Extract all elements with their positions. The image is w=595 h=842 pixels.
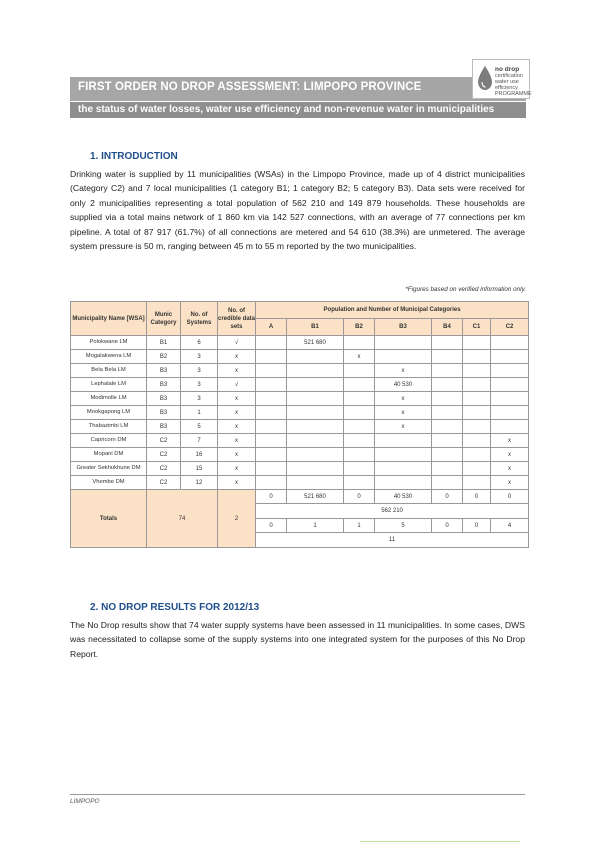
cell-b1 [287,462,344,476]
header-col-b1: B1 [287,319,344,336]
cell-b3 [375,448,432,462]
table-row [71,406,529,420]
cell-systems: 5 [181,420,218,434]
cell-b3: x [375,420,432,434]
logo-text: no drop certification water use efficiency PROGRAMME [495,66,532,97]
cell-a [256,462,287,476]
cell-b4 [432,336,463,350]
cell-systems: 3 [181,364,218,378]
cell-b4 [432,462,463,476]
cell-b1 [287,476,344,490]
cell-b1 [287,448,344,462]
cell-c1 [463,392,491,406]
cell-b3: x [375,364,432,378]
cell-b1 [287,378,344,392]
cell-b4 [432,448,463,462]
cell-credible: √ [218,336,256,350]
cell-b4 [432,476,463,490]
totals-population: 562 210 [256,504,529,519]
cell-a [256,350,287,364]
cell-municipality: Capricorn DM [71,434,147,448]
totals-count-b4: 0 [432,519,463,533]
cell-b4 [432,406,463,420]
totals-count-c1: 0 [463,519,491,533]
cell-b1 [287,406,344,420]
cell-systems: 3 [181,392,218,406]
cell-a [256,476,287,490]
cell-credible: x [218,448,256,462]
cell-municipality: Bela Bela LM [71,364,147,378]
header-category: Munic Category [147,302,181,336]
header-col-a: A [256,319,287,336]
cell-credible: x [218,364,256,378]
cell-municipality: Thabazimbi LM [71,420,147,434]
cell-c1 [463,378,491,392]
cell-systems: 1 [181,406,218,420]
totals-count-c2: 4 [491,519,529,533]
cell-credible: x [218,420,256,434]
cell-b4 [432,434,463,448]
header-population-group: Population and Number of Municipal Categories [256,302,529,319]
totals-pop-b4: 0 [432,490,463,504]
cell-category: B3 [147,392,181,406]
cell-category: C2 [147,476,181,490]
cell-credible: √ [218,378,256,392]
cell-b1 [287,392,344,406]
totals-systems: 74 [147,490,218,548]
cell-b1 [287,420,344,434]
cell-b4 [432,364,463,378]
cell-b3: 40 530 [375,378,432,392]
totals-credible: 2 [218,490,256,548]
cell-a [256,420,287,434]
cell-c1 [463,476,491,490]
cell-a [256,448,287,462]
cell-b2 [344,434,375,448]
table-row [71,448,529,462]
table-row [71,350,529,364]
cell-category: C2 [147,448,181,462]
footer-divider [70,794,525,795]
cell-b4 [432,420,463,434]
table-row [71,378,529,392]
cell-a [256,406,287,420]
cell-b2 [344,378,375,392]
cell-credible: x [218,350,256,364]
cell-c2 [491,392,529,406]
totals-label: Totals [71,490,147,548]
totals-count-a: 0 [256,519,287,533]
cell-systems: 3 [181,378,218,392]
table-row [71,476,529,490]
totals-count-b1: 1 [287,519,344,533]
cell-b2 [344,462,375,476]
results-paragraph: The No Drop results show that 74 water supply systems have been assessed in 11 municipalities. In some cases, DWS was necessitated to collapse some of the supply systems into one integrated system for the purposes of this No Drop Report. [70,620,525,659]
cell-municipality: Mopani DM [71,448,147,462]
cell-category: B2 [147,350,181,364]
cell-b1: 521 680 [287,336,344,350]
cell-municipality: Lephalale LM [71,378,147,392]
municipality-table [70,301,529,548]
header-col-b2: B2 [344,319,375,336]
cell-c1 [463,462,491,476]
cell-municipality: Mookgapong LM [71,406,147,420]
table-row [71,434,529,448]
cell-b3 [375,476,432,490]
cell-category: C2 [147,462,181,476]
cell-b1 [287,350,344,364]
cell-c2 [491,364,529,378]
cell-b3 [375,350,432,364]
cell-b4 [432,350,463,364]
footer-label: LIMPOPO [70,798,100,805]
no-drop-logo [472,59,530,99]
cell-credible: x [218,406,256,420]
cell-b2 [344,448,375,462]
cell-b4 [432,392,463,406]
cell-c2: x [491,462,529,476]
cell-b2 [344,336,375,350]
cell-category: B3 [147,420,181,434]
totals-pop-a: 0 [256,490,287,504]
cell-c2 [491,378,529,392]
header-col-b4: B4 [432,319,463,336]
table-row [71,392,529,406]
cell-b3 [375,434,432,448]
cell-systems: 15 [181,462,218,476]
header-credible: No. of credible data sets [218,302,256,336]
cell-a [256,364,287,378]
cell-credible: x [218,392,256,406]
cell-c2: x [491,476,529,490]
cell-b2 [344,420,375,434]
introduction-paragraph: Drinking water is supplied by 11 municipalities (WSAs) in the Limpopo Province, made up of 4 district municipalities (Category C2) and 7 local municipalities (1 category B1; 1 category B2; 5 category B3). Data sets were received for only 2 municipalities representing a total population of 562 210 and 149 879 households. These households are supplied via a total mains network of 1 860 km via 142 527 connections, with an average of 77 connections per km pipeline. A total of 87 917 (61.7%) of all connections are metered and 54 610 (38.3%) are unmetered. The average system pressure is 50 m, ranging between 45 m to 55 m reported by the two municipalities. [70,169,525,252]
header-banner [70,77,526,117]
cell-a [256,392,287,406]
cell-a [256,378,287,392]
cell-municipality: Greater Sekhukhune DM [71,462,147,476]
cell-c1 [463,448,491,462]
cell-c1 [463,350,491,364]
cell-credible: x [218,462,256,476]
verification-note: *Figures based on verified information only. [405,286,526,293]
cell-b1 [287,434,344,448]
cell-municipality: Vhembe DM [71,476,147,490]
cell-b2 [344,392,375,406]
section-heading-introduction: 1. INTRODUCTION [90,151,178,162]
header-col-c2: C2 [491,319,529,336]
cell-systems: 3 [181,350,218,364]
cell-a [256,336,287,350]
cell-b3 [375,462,432,476]
table-body [71,336,529,490]
cell-systems: 16 [181,448,218,462]
cell-c2 [491,350,529,364]
totals-pop-c1: 0 [463,490,491,504]
header-systems: No. of Systems [181,302,218,336]
cell-b2 [344,406,375,420]
cell-credible: x [218,476,256,490]
cell-c1 [463,406,491,420]
cell-municipality: Mogalakwena LM [71,350,147,364]
totals-pop-c2: 0 [491,490,529,504]
cell-category: B3 [147,378,181,392]
totals-municipality-count: 11 [256,533,529,548]
cell-c2: x [491,448,529,462]
cell-category: B3 [147,406,181,420]
cell-c2 [491,406,529,420]
cell-systems: 12 [181,476,218,490]
page-title: FIRST ORDER NO DROP ASSESSMENT: LIMPOPO PROVINCE [78,81,422,93]
totals-pop-b3: 40 530 [375,490,432,504]
table-row [71,336,529,350]
cell-systems: 7 [181,434,218,448]
cell-c1 [463,420,491,434]
cell-a [256,434,287,448]
header-col-b3: B3 [375,319,432,336]
section-heading-results: 2. NO DROP RESULTS FOR 2012/13 [90,602,260,613]
cell-c2 [491,336,529,350]
cell-systems: 6 [181,336,218,350]
cell-c2: x [491,434,529,448]
water-drop-icon [477,65,493,91]
cell-b3: x [375,392,432,406]
cell-b1 [287,364,344,378]
totals-pop-b1: 521 680 [287,490,344,504]
totals-count-b3: 5 [375,519,432,533]
cell-category: B1 [147,336,181,350]
cell-b4 [432,378,463,392]
cell-category: C2 [147,434,181,448]
cell-category: B3 [147,364,181,378]
table-row [71,462,529,476]
cell-b3: x [375,406,432,420]
cell-c1 [463,336,491,350]
totals-count-b2: 1 [344,519,375,533]
cell-b2: x [344,350,375,364]
table-row [71,420,529,434]
cell-municipality: Polokwane LM [71,336,147,350]
header-municipality: Municipality Name [WSA] [71,302,147,336]
cell-c2 [491,420,529,434]
cell-credible: x [218,434,256,448]
cell-c1 [463,434,491,448]
header-col-c1: C1 [463,319,491,336]
cell-b2 [344,364,375,378]
table-row [71,364,529,378]
cell-municipality: Modimolle LM [71,392,147,406]
page-subtitle: the status of water losses, water use efficiency and non-revenue water in municipalities [70,101,526,118]
cell-c1 [463,364,491,378]
cell-b3 [375,336,432,350]
cell-b2 [344,476,375,490]
totals-pop-b2: 0 [344,490,375,504]
